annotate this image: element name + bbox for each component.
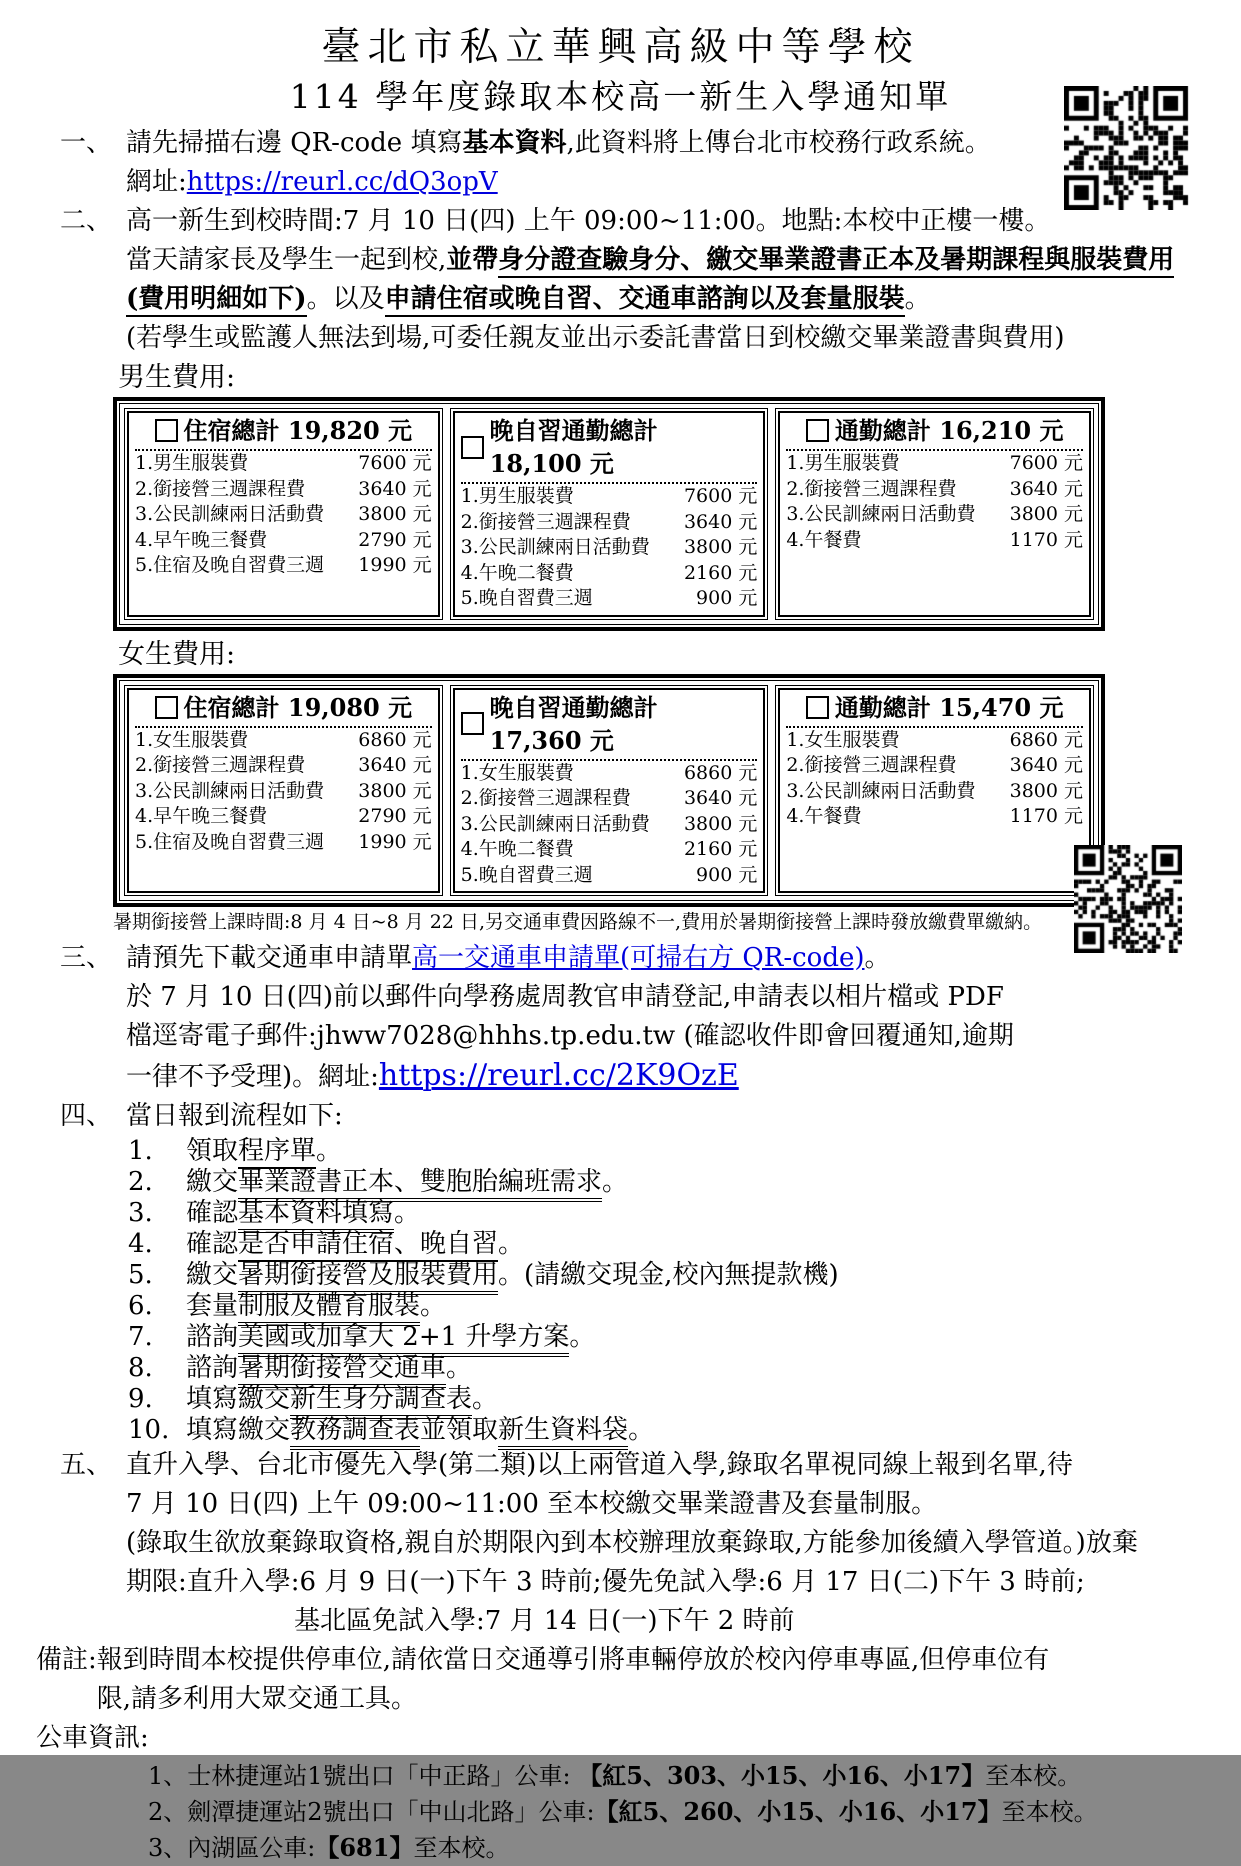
fee-item-amount: 1170 元 [1009, 528, 1084, 551]
notice-subtitle: 114 學年度錄取本校高一新生入學通知單 [289, 77, 952, 116]
fee-table-title: 通勤總計 15,470 元 [834, 692, 1064, 722]
fee-item-amount: 900 元 [696, 587, 758, 609]
fee-row [461, 561, 758, 587]
fee-row [786, 502, 1083, 528]
bus-routes: 【紅5、303、小15、小16、小17】 [578, 1761, 986, 1790]
fee-item-amount: 3640 元 [358, 754, 432, 776]
checkin-step-9: 9. 填寫繳交新生身分調查表。 [128, 1384, 1241, 1415]
section-1-line-1: 請先掃描右邊 QR-code 填寫基本資料,此資料將上傳台北市校務行政系統。 [126, 128, 991, 158]
bus-form-url-link[interactable]: https://reurl.cc/2K9OzE [378, 1058, 739, 1093]
fee-item-label: 5.晚自習費三週 [460, 863, 593, 886]
fee-table-title: 通勤總計 16,210 元 [834, 416, 1064, 445]
fee-item-label: 4.午餐費 [786, 805, 862, 827]
fee-item-amount: 3640 元 [1009, 477, 1084, 500]
fee-item-label: 5.住宿及晚自習費三週 [135, 830, 325, 853]
qr-code-basic-info [1064, 86, 1192, 210]
section-3-line-2: 於 7 月 10 日(四)前以郵件向學務處周教官申請登記,申請表以相片檔或 PDF [126, 982, 1004, 1012]
section-5 [60, 1446, 1207, 1641]
fee-item-amount: 3640 元 [1009, 754, 1084, 776]
fee-item-amount: 2160 元 [683, 838, 758, 860]
female-fees-label: 女生費用: [118, 638, 236, 670]
bus-routes: 【紅5、260、小15、小16、小17】 [594, 1797, 1002, 1826]
section-2 [60, 202, 1207, 358]
fee-item-amount: 3640 元 [358, 477, 432, 500]
fee-table-male-study [450, 408, 769, 620]
section-2-line-1: 高一新生到校時間:7 月 10 日(四) 上午 09:00~11:00。地點:本校中正樓一樓。 [126, 206, 1051, 236]
bus-info-3: 3、內湖區公車:【681】至本校。 [148, 1833, 510, 1862]
fee-row [461, 863, 758, 889]
checkbox-female-study[interactable] [461, 712, 484, 735]
checkbox-male-commute[interactable] [806, 419, 829, 442]
female-fees-frame [113, 674, 1105, 908]
fee-item-label: 3.公民訓練兩日活動費 [460, 812, 650, 835]
fee-table-title: 住宿總計 19,820 元 [183, 416, 413, 445]
fee-row [786, 451, 1083, 477]
checkin-step-4: 4. 確認是否申請住宿、晚自習。 [128, 1229, 1241, 1260]
checkin-step-2: 2. 繳交畢業證書正本、雙胞胎編班需求。 [128, 1167, 1241, 1198]
fee-item-label: 1.男生服裝費 [786, 452, 900, 474]
fee-table-title: 晚自習通勤總計 18,100 元 [489, 416, 658, 478]
male-fees-label: 男生費用: [118, 362, 236, 393]
fee-row [786, 779, 1083, 805]
fee-item-label: 3.公民訓練兩日活動費 [786, 779, 976, 802]
fee-item-label: 2.銜接營三週課程費 [786, 477, 957, 500]
fee-row [461, 786, 758, 812]
bus-info-2: 2、劍潭捷運站2號出口「中山北路」公車:【紅5、260、小15、小16、小17】至本校。 [148, 1797, 1098, 1826]
fee-item-amount: 3800 元 [358, 779, 432, 802]
fee-item-amount: 1990 元 [358, 554, 432, 576]
bus-info-1: 1、士林捷運站1號出口「中正路」公車: 【紅5、303、小15、小16、小17】至本校。 [148, 1761, 1082, 1790]
section-5-line-4: 期限:直升入學:6 月 9 日(一)下午 3 時前;優先免試入學:6 月 17 日(二)下午 3 時前; [126, 1567, 1085, 1597]
fee-row [135, 728, 432, 754]
fee-item-amount: 2790 元 [358, 528, 432, 551]
fee-row [461, 535, 758, 561]
fee-item-label: 4.午晚二餐費 [460, 838, 574, 860]
bus-info-heading: 公車資訊: [36, 1723, 149, 1753]
fee-table-female-study [450, 685, 769, 897]
fee-item-amount: 3800 元 [683, 536, 758, 558]
section-5-line-1: 直升入學、台北市優先入學(第二類)以上兩管道入學,錄取名單視同線上報到名單,待 [126, 1450, 1073, 1480]
fee-row [135, 451, 432, 477]
fee-row [786, 528, 1083, 554]
section-1-line-2: 網址:https://reurl.cc/dQ3opV [126, 167, 498, 197]
fee-row [461, 761, 758, 787]
fee-item-label: 3.公民訓練兩日活動費 [460, 536, 650, 558]
fee-item-label: 3.公民訓練兩日活動費 [135, 503, 325, 525]
fee-item-label: 4.午晚二餐費 [460, 561, 574, 584]
fee-row [135, 477, 432, 503]
fee-row [135, 830, 432, 856]
fee-item-amount: 3640 元 [683, 510, 758, 533]
fee-row [461, 812, 758, 838]
fee-item-label: 2.銜接營三週課程費 [460, 510, 631, 533]
fee-row [135, 502, 432, 528]
fee-item-amount: 7600 元 [358, 452, 432, 474]
remark-line-1: 報到時間本校提供停車位,請依當日交通導引將車輛停放於校內停車專區,但停車位有 [96, 1645, 1050, 1675]
checkin-step-1: 1. 領取程序單。 [128, 1136, 1241, 1167]
fee-item-label: 1.男生服裝費 [460, 485, 574, 507]
section-2-line-3: (若學生或監護人無法到場,可委任親友並出示委託書當日到校繳交畢業證書與費用) [126, 323, 1065, 353]
remark-label: 備註: [36, 1645, 97, 1675]
section-3-number: 三、 [60, 943, 113, 973]
fee-item-label: 4.早午晚三餐費 [135, 528, 268, 551]
checkbox-female-commute[interactable] [806, 696, 829, 719]
fee-item-amount: 3800 元 [1009, 779, 1084, 802]
male-fees-frame [113, 397, 1105, 631]
fee-item-amount: 1170 元 [1009, 805, 1084, 827]
fee-item-label: 3.公民訓練兩日活動費 [786, 503, 976, 525]
fee-table-male-commute [775, 408, 1094, 620]
qr-code-bus-form [1074, 845, 1182, 953]
fee-row [786, 728, 1083, 754]
fee-item-label: 5.住宿及晚自習費三週 [135, 554, 325, 576]
fee-row [461, 510, 758, 536]
fee-row [135, 553, 432, 579]
section-4-number: 四、 [60, 1101, 113, 1131]
fee-item-amount: 2790 元 [358, 805, 432, 827]
fee-item-label: 2.銜接營三週課程費 [786, 754, 957, 776]
fee-row [461, 837, 758, 863]
checkin-step-10: 10. 填寫繳交教務調查表並領取新生資料袋。 [128, 1415, 1241, 1446]
fee-row [135, 528, 432, 554]
section-4-heading: 當日報到流程如下: [126, 1101, 343, 1131]
fee-item-amount: 3800 元 [358, 503, 432, 525]
fee-item-label: 5.晚自習費三週 [460, 587, 593, 609]
fee-row [786, 804, 1083, 830]
checkin-step-3: 3. 確認基本資料填寫。 [128, 1198, 1241, 1229]
section-1 [60, 124, 1207, 202]
fee-item-amount: 6860 元 [1009, 728, 1084, 751]
checkin-step-8: 8. 諮詢暑期銜接營交通車。 [128, 1353, 1241, 1384]
section-3-line-4: 一律不予受理)。網址:https://reurl.cc/2K9OzE [126, 1058, 739, 1093]
fee-row [461, 484, 758, 510]
section-5-number: 五、 [60, 1450, 113, 1480]
bus-routes: 【681】 [315, 1833, 414, 1862]
fee-item-label: 1.女生服裝費 [135, 728, 249, 751]
fee-item-amount: 6860 元 [358, 728, 432, 751]
section-3 [60, 939, 1207, 1097]
fee-item-amount: 3800 元 [1009, 503, 1084, 525]
summer-camp-note: 暑期銜接營上課時間:8 月 4 日~8 月 22 日,另交通車費因路線不一,費用於暑期銜接營上課時發放繳費單繳納。 [113, 911, 1043, 933]
fee-item-amount: 2160 元 [683, 561, 758, 584]
fee-item-amount: 6860 元 [683, 761, 758, 784]
fee-row [135, 804, 432, 830]
checkin-step-7: 7. 諮詢美國或加拿大 2+1 升學方案。 [128, 1322, 1241, 1353]
fee-table-male-dorm [124, 408, 443, 620]
section-4 [60, 1097, 1207, 1136]
section-5-line-5: 基北區免試入學:7 月 14 日(一)下午 2 時前 [294, 1606, 795, 1636]
fee-item-amount: 7600 元 [683, 485, 758, 507]
section-1-number: 一、 [60, 128, 113, 158]
section-5-line-3: (錄取生欲放棄錄取資格,親自於期限內到本校辦理放棄錄取,方能參加後續入學管道。)放棄 [126, 1528, 1138, 1558]
school-title: 臺北市私立華興高級中等學校 [321, 25, 920, 70]
checkbox-male-study[interactable] [461, 436, 484, 459]
fee-item-label: 4.午餐費 [786, 528, 862, 551]
fee-item-label: 2.銜接營三週課程費 [135, 477, 306, 500]
section-3-line-1: 請預先下載交通車申請單高一交通車申請單(可掃右方 QR-code)。 [126, 943, 891, 973]
checkin-step-6: 6. 套量制服及體育服裝。 [128, 1291, 1241, 1322]
fee-item-amount: 900 元 [696, 863, 758, 886]
fee-item-amount: 3800 元 [683, 812, 758, 835]
fee-table-title: 晚自習通勤總計 17,360 元 [489, 692, 658, 755]
fee-item-label: 1.男生服裝費 [135, 452, 249, 474]
section-2-line-2: 當天請家長及學生一起到校,並帶身分證查驗身分、繳交畢業證書正本及暑期課程與服裝費用(費用明細如下)。以及申請住宿或晚自習、交通車諮詢以及套量服裝。 [126, 241, 1207, 319]
fee-item-label: 2.銜接營三週課程費 [460, 787, 631, 809]
fee-row [135, 753, 432, 779]
fee-item-amount: 3640 元 [683, 787, 758, 809]
remark [36, 1641, 1207, 1719]
checkbox-male-dorm[interactable] [155, 419, 178, 442]
fee-table-title: 住宿總計 19,080 元 [183, 692, 413, 722]
fee-item-label: 4.早午晚三餐費 [135, 805, 268, 827]
fee-item-label: 2.銜接營三週課程費 [135, 754, 306, 776]
remark-line-2: 限,請多利用大眾交通工具。 [96, 1684, 418, 1714]
fee-item-label: 1.女生服裝費 [786, 728, 900, 751]
fee-row [786, 753, 1083, 779]
section-2-number: 二、 [60, 206, 113, 236]
fee-item-label: 3.公民訓練兩日活動費 [135, 779, 325, 802]
fee-row [786, 477, 1083, 503]
section-3-line-3: 檔逕寄電子郵件:jhww7028@hhhs.tp.edu.tw (確認收件即會回覆通知,逾期 [126, 1021, 1014, 1051]
checkbox-female-dorm[interactable] [155, 696, 178, 719]
basic-info-url-link[interactable]: https://reurl.cc/dQ3opV [186, 167, 498, 197]
fee-table-female-commute [775, 685, 1094, 897]
fee-item-amount: 7600 元 [1009, 452, 1084, 474]
fee-table-female-dorm [124, 685, 443, 897]
checkin-step-5: 5. 繳交暑期銜接營及服裝費用。(請繳交現金,校內無提款機) [128, 1260, 1241, 1291]
fee-row [461, 586, 758, 612]
fee-item-amount: 1990 元 [358, 830, 432, 853]
bus-form-link[interactable]: 高一交通車申請單(可掃右方 QR-code) [412, 943, 865, 973]
section-5-line-2: 7 月 10 日(四) 上午 09:00~11:00 至本校繳交畢業證書及套量制服。 [126, 1489, 938, 1519]
fee-item-label: 1.女生服裝費 [460, 761, 574, 784]
fee-row [135, 779, 432, 805]
